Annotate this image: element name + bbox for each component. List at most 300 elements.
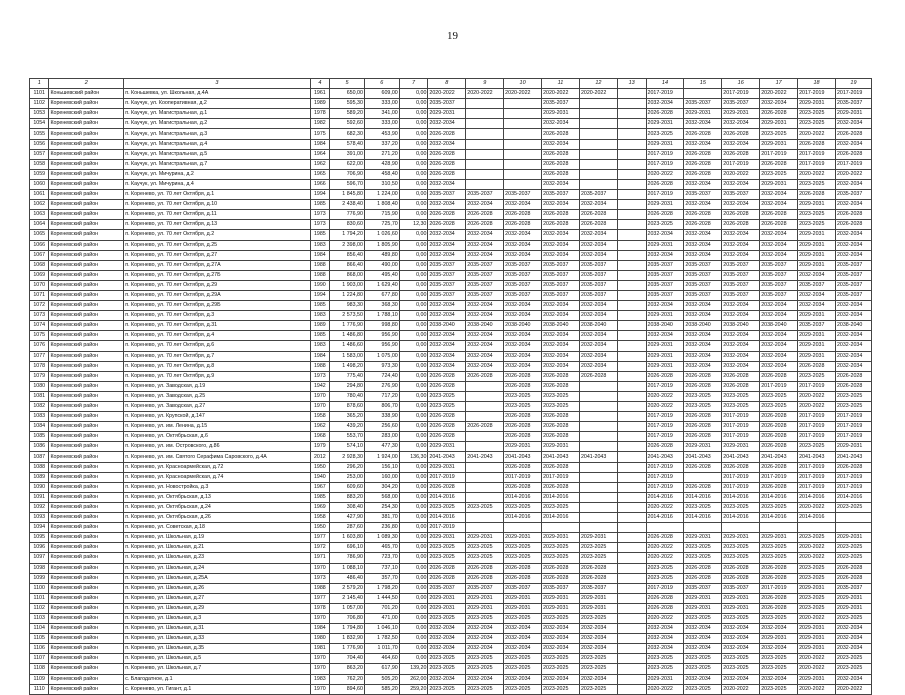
table-cell: 2017-2019 <box>835 472 871 482</box>
table-cell: Кореневский район <box>49 179 124 189</box>
table-cell: 2032-2034 <box>428 301 466 311</box>
table-cell: 2035-2037 <box>466 280 504 290</box>
table-cell: 2032-2034 <box>684 341 722 351</box>
table-cell: 2029-2031 <box>504 593 542 603</box>
table-cell: Кореневский район <box>49 624 124 634</box>
table-cell: 0,00 <box>399 553 428 563</box>
table-row <box>30 230 872 240</box>
table-cell <box>579 159 617 169</box>
table-row <box>30 472 872 482</box>
table-cell: 0,00 <box>399 200 428 210</box>
table-cell: с. Коренево, ул. Гигант, д.1 <box>124 684 310 694</box>
table-cell: 357,70 <box>364 573 399 583</box>
table-cell: 1103 <box>30 613 49 623</box>
table-cell: 1958 <box>310 513 329 523</box>
table-cell: 2032-2034 <box>835 139 871 149</box>
table-cell: 0,00 <box>399 563 428 573</box>
table-cell: 341,00 <box>364 109 399 119</box>
table-cell: 1101 <box>30 89 49 99</box>
table-cell: 1 224,80 <box>330 290 365 300</box>
table-cell: 2029-2031 <box>466 603 504 613</box>
table-cell: Кореневский район <box>49 482 124 492</box>
table-cell: 2032-2034 <box>835 250 871 260</box>
table-cell: 2026-2028 <box>428 422 466 432</box>
table-cell: 2026-2028 <box>542 412 580 422</box>
table-cell: Кореневский район <box>49 301 124 311</box>
table-cell: 2023-2025 <box>760 169 798 179</box>
table-cell: 2014-2016 <box>722 492 760 502</box>
table-cell: Кореневский район <box>49 583 124 593</box>
table-cell: Кореневский район <box>49 603 124 613</box>
table-cell: 1 046,10 <box>364 624 399 634</box>
table-cell: 2026-2028 <box>428 432 466 442</box>
table-cell: 2035-2037 <box>542 270 580 280</box>
table-cell: 2026-2028 <box>504 573 542 583</box>
table-cell <box>579 412 617 422</box>
table-cell: 0,00 <box>399 492 428 502</box>
table-cell: 308,40 <box>330 502 365 512</box>
table-cell: 2032-2034 <box>646 644 684 654</box>
table-cell: 2029-2031 <box>466 533 504 543</box>
table-cell: 2014-2016 <box>428 513 466 523</box>
table-cell: 2029-2031 <box>798 260 836 270</box>
table-cell: 2032-2034 <box>466 311 504 321</box>
table-cell: 2032-2034 <box>466 250 504 260</box>
table-cell: 2017-2019 <box>835 482 871 492</box>
table-cell: 2035-2037 <box>646 290 684 300</box>
table-cell: 1 011,70 <box>364 644 399 654</box>
table-cell: 2026-2028 <box>466 563 504 573</box>
table-cell: 1973 <box>310 220 329 230</box>
table-cell <box>722 523 760 533</box>
table-cell: п. Каучук, ул. Магистральная, д.5 <box>124 149 310 159</box>
table-cell: 2017-2019 <box>646 583 684 593</box>
table-cell: 2023-2025 <box>722 654 760 664</box>
table-cell: 2032-2034 <box>504 341 542 351</box>
table-cell: 0,00 <box>399 412 428 422</box>
table-cell: 1985 <box>310 301 329 311</box>
table-cell: 381,70 <box>364 513 399 523</box>
table-cell: 2032-2034 <box>428 179 466 189</box>
table-cell <box>617 230 646 240</box>
table-cell: 1978 <box>310 109 329 119</box>
table-cell: 2023-2025 <box>504 391 542 401</box>
table-cell: 2029-2031 <box>760 179 798 189</box>
table-cell: 2026-2028 <box>684 412 722 422</box>
table-cell: 1966 <box>310 179 329 189</box>
table-cell: 2014-2016 <box>760 513 798 523</box>
table-cell: 0,00 <box>399 159 428 169</box>
table-cell <box>617 402 646 412</box>
table-cell: 1977 <box>310 533 329 543</box>
table-cell: 2017-2019 <box>722 472 760 482</box>
table-cell: 2035-2037 <box>760 280 798 290</box>
table-cell: 2035-2037 <box>646 270 684 280</box>
table-cell: 1110 <box>30 684 49 694</box>
table-cell: 2 438,40 <box>330 200 365 210</box>
table-cell: 856,40 <box>330 250 365 260</box>
table-cell: 1085 <box>30 432 49 442</box>
table-cell: 2029-2031 <box>798 583 836 593</box>
table-cell: 495,40 <box>364 270 399 280</box>
table-cell: 2020-2022 <box>722 169 760 179</box>
table-row <box>30 563 872 573</box>
table-cell: 830,60 <box>330 220 365 230</box>
table-cell: 2020-2022 <box>798 684 836 694</box>
table-cell: 2035-2037 <box>579 190 617 200</box>
table-cell: 2032-2034 <box>835 644 871 654</box>
table-cell: п. Коренево, ул. 70 лет Октября, д.3 <box>124 311 310 321</box>
table-cell: 1 782,50 <box>364 634 399 644</box>
table-cell: 2029-2031 <box>798 341 836 351</box>
table-cell: 2020-2022 <box>646 543 684 553</box>
table-cell: 2029-2031 <box>428 442 466 452</box>
table-cell: 12,30 <box>399 220 428 230</box>
table-cell <box>504 129 542 139</box>
table-cell: 1 486,60 <box>330 341 365 351</box>
table-cell <box>617 270 646 280</box>
table-cell: 2032-2034 <box>504 200 542 210</box>
table-cell: 2026-2028 <box>722 371 760 381</box>
table-cell: 2026-2028 <box>760 432 798 442</box>
table-row <box>30 89 872 99</box>
table-cell <box>617 391 646 401</box>
table-cell: 2029-2031 <box>798 624 836 634</box>
table-cell: 715,90 <box>364 210 399 220</box>
table-cell: 2032-2034 <box>542 200 580 210</box>
table-cell: 956,90 <box>364 341 399 351</box>
table-cell: 2020-2022 <box>646 402 684 412</box>
table-cell: 2029-2031 <box>466 593 504 603</box>
table-cell <box>504 179 542 189</box>
table-cell: 2038-2040 <box>835 321 871 331</box>
table-cell <box>617 462 646 472</box>
column-number: 8 <box>428 79 466 89</box>
table-cell: 0,00 <box>399 371 428 381</box>
table-cell: 650,00 <box>330 89 365 99</box>
table-cell: 2020-2022 <box>798 129 836 139</box>
table-cell: 2023-2025 <box>684 543 722 553</box>
table-cell <box>684 523 722 533</box>
table-cell: Кореневский район <box>49 99 124 109</box>
table-cell: 2023-2025 <box>684 613 722 623</box>
table-cell: 0,00 <box>399 230 428 240</box>
table-row <box>30 674 872 684</box>
table-cell: 2032-2034 <box>760 311 798 321</box>
table-cell: 2026-2028 <box>835 381 871 391</box>
table-cell: 365,20 <box>330 412 365 422</box>
table-cell: 0,00 <box>399 169 428 179</box>
table-cell: 2014-2016 <box>542 513 580 523</box>
table-cell: 1980 <box>310 634 329 644</box>
table-cell: 1084 <box>30 422 49 432</box>
table-cell: Кореневский район <box>49 492 124 502</box>
table-row <box>30 290 872 300</box>
table-cell: 0,00 <box>399 482 428 492</box>
table-cell: 2032-2034 <box>542 331 580 341</box>
table-cell: п. Коренево, ул. Школьная, д.26 <box>124 583 310 593</box>
table-row <box>30 159 872 169</box>
table-cell: 2035-2037 <box>760 270 798 280</box>
table-cell: 2032-2034 <box>684 634 722 644</box>
table-cell <box>617 644 646 654</box>
table-cell: 2032-2034 <box>579 200 617 210</box>
table-cell: 2017-2019 <box>798 412 836 422</box>
table-cell: 489,80 <box>364 250 399 260</box>
table-cell: 1 808,40 <box>364 200 399 210</box>
table-cell: 2017-2019 <box>798 159 836 169</box>
table-cell: Кореневский район <box>49 634 124 644</box>
table-cell: 0,00 <box>399 523 428 533</box>
table-cell: 2023-2025 <box>646 220 684 230</box>
table-cell: 1102 <box>30 99 49 109</box>
table-cell: 2032-2034 <box>835 624 871 634</box>
table-cell: 2035-2037 <box>428 270 466 280</box>
table-cell: 1106 <box>30 644 49 654</box>
table-cell: 2026-2028 <box>760 482 798 492</box>
table-cell: 1102 <box>30 603 49 613</box>
table-cell: 2017-2019 <box>722 422 760 432</box>
table-cell: 2023-2025 <box>798 109 836 119</box>
register-table <box>29 78 872 695</box>
table-cell: 1 224,00 <box>364 190 399 200</box>
table-cell: 2012 <box>310 452 329 462</box>
table-cell: 2032-2034 <box>579 361 617 371</box>
table-cell: 2029-2031 <box>646 240 684 250</box>
table-cell: 0,00 <box>399 311 428 321</box>
table-cell: 2026-2028 <box>760 442 798 452</box>
table-cell <box>617 523 646 533</box>
table-cell: 0,00 <box>399 624 428 634</box>
table-cell: 2017-2019 <box>646 422 684 432</box>
table-cell <box>617 432 646 442</box>
table-cell: 1090 <box>30 482 49 492</box>
table-cell <box>466 129 504 139</box>
table-cell: 2023-2025 <box>466 654 504 664</box>
table-cell: 2023-2025 <box>646 664 684 674</box>
table-cell: 2023-2025 <box>798 220 836 230</box>
table-cell: 0,00 <box>399 119 428 129</box>
table-cell: п. Коренево, ул. Школьная, д.35 <box>124 644 310 654</box>
table-cell: 2023-2025 <box>504 543 542 553</box>
table-cell: 2035-2037 <box>684 290 722 300</box>
table-cell: 2026-2028 <box>646 109 684 119</box>
table-cell: Кореневский район <box>49 593 124 603</box>
table-cell: 2032-2034 <box>428 200 466 210</box>
table-cell: 2020-2022 <box>835 169 871 179</box>
table-row <box>30 169 872 179</box>
table-cell: 2014-2016 <box>684 492 722 502</box>
table-cell: 1098 <box>30 563 49 573</box>
table-cell: 2029-2031 <box>798 240 836 250</box>
table-cell: Кореневский район <box>49 200 124 210</box>
table-cell: 1970 <box>310 684 329 694</box>
table-cell <box>579 99 617 109</box>
table-cell: 0,00 <box>399 583 428 593</box>
table-cell: 2035-2037 <box>428 99 466 109</box>
table-cell <box>684 89 722 99</box>
table-cell: 1078 <box>30 361 49 371</box>
table-cell <box>504 139 542 149</box>
table-cell: 2029-2031 <box>798 644 836 654</box>
table-cell: 2023-2025 <box>579 664 617 674</box>
table-cell: 2032-2034 <box>722 301 760 311</box>
table-cell: 2029-2031 <box>684 109 722 119</box>
table-cell: п. Коренево, ул. 70 лет Октября, д.25 <box>124 240 310 250</box>
table-cell: 2032-2034 <box>684 250 722 260</box>
table-cell: 1076 <box>30 341 49 351</box>
table-row <box>30 220 872 230</box>
table-cell: 2032-2034 <box>835 311 871 321</box>
table-cell: 2035-2037 <box>684 583 722 593</box>
table-cell: 1065 <box>30 230 49 240</box>
table-cell <box>579 139 617 149</box>
table-cell: 2029-2031 <box>760 119 798 129</box>
table-cell: 2029-2031 <box>504 603 542 613</box>
table-cell: 2023-2025 <box>579 684 617 694</box>
table-cell: Кореневский район <box>49 109 124 119</box>
table-cell: 1095 <box>30 533 49 543</box>
table-cell <box>466 109 504 119</box>
table-cell: 0,00 <box>399 573 428 583</box>
table-cell <box>617 492 646 502</box>
table-cell <box>617 502 646 512</box>
table-cell: 2017-2019 <box>646 472 684 482</box>
table-cell: 2032-2034 <box>646 250 684 260</box>
table-cell: 2017-2019 <box>504 472 542 482</box>
table-cell: 0,00 <box>399 341 428 351</box>
table-cell: 1109 <box>30 674 49 684</box>
table-cell: 1100 <box>30 583 49 593</box>
table-cell: 2035-2037 <box>835 270 871 280</box>
table-cell: п. Коренево, ул. Школьная, д.24 <box>124 563 310 573</box>
table-cell: 2035-2037 <box>428 190 466 200</box>
table-row <box>30 139 872 149</box>
table-cell: 2032-2034 <box>428 139 466 149</box>
table-cell <box>617 149 646 159</box>
table-cell: 2032-2034 <box>646 230 684 240</box>
table-cell: п. Каучук, ул. Магистральная, д.3 <box>124 129 310 139</box>
table-cell: 2032-2034 <box>542 301 580 311</box>
table-cell: 1079 <box>30 371 49 381</box>
table-row <box>30 119 872 129</box>
table-cell <box>617 472 646 482</box>
table-cell: 1069 <box>30 270 49 280</box>
table-cell: 2017-2019 <box>646 190 684 200</box>
table-cell: 0,00 <box>399 331 428 341</box>
table-cell: 2041-2043 <box>504 452 542 462</box>
table-cell: 2026-2028 <box>466 371 504 381</box>
table-cell: 1978 <box>310 603 329 613</box>
table-cell: 2026-2028 <box>722 462 760 472</box>
table-row <box>30 321 872 331</box>
table-cell: 2026-2028 <box>542 422 580 432</box>
table-cell: 2032-2034 <box>428 240 466 250</box>
table-cell: 2 928,30 <box>330 452 365 462</box>
table-cell: 2029-2031 <box>428 462 466 472</box>
table-cell: п. Коренево, ул. им. Святого Серафима Саровского, д.4А <box>124 452 310 462</box>
table-cell: 2038-2040 <box>542 321 580 331</box>
table-cell <box>617 109 646 119</box>
table-cell: 1985 <box>310 230 329 240</box>
table-cell: 2032-2034 <box>428 351 466 361</box>
table-cell: п. Коренево, ул. Школьная, д.19 <box>124 533 310 543</box>
table-cell: п. Коренево, ул. им. Островского, д.86 <box>124 442 310 452</box>
table-cell: 276,90 <box>364 381 399 391</box>
table-cell: 2023-2025 <box>428 502 466 512</box>
table-cell: 2041-2043 <box>428 452 466 462</box>
table-cell <box>684 472 722 482</box>
table-cell <box>617 371 646 381</box>
table-cell: 2032-2034 <box>760 230 798 240</box>
table-cell: п. Каучук, ул. Магистральная, д.7 <box>124 159 310 169</box>
table-cell: 2032-2034 <box>428 341 466 351</box>
table-cell: 2026-2028 <box>722 563 760 573</box>
table-cell: 2032-2034 <box>542 361 580 371</box>
table-cell: 2032-2034 <box>466 624 504 634</box>
table-cell: 1053 <box>30 109 49 119</box>
table-cell: 2026-2028 <box>684 381 722 391</box>
table-cell: 2029-2031 <box>760 634 798 644</box>
table-cell <box>617 593 646 603</box>
table-cell: 2032-2034 <box>684 351 722 361</box>
table-cell: 2029-2031 <box>684 603 722 613</box>
table-cell: 2032-2034 <box>646 99 684 109</box>
table-cell: 2023-2025 <box>722 613 760 623</box>
table-cell: 2026-2028 <box>646 593 684 603</box>
table-row <box>30 149 872 159</box>
table-cell: Кореневский район <box>49 230 124 240</box>
table-cell: 2017-2019 <box>760 472 798 482</box>
table-cell: 2035-2037 <box>684 190 722 200</box>
table-cell: 2023-2025 <box>504 613 542 623</box>
table-cell: 2026-2028 <box>428 210 466 220</box>
table-cell: 2032-2034 <box>835 361 871 371</box>
table-cell: Кореневский район <box>49 311 124 321</box>
table-cell: 1994 <box>310 290 329 300</box>
table-cell: 2032-2034 <box>760 99 798 109</box>
table-cell: 2026-2028 <box>760 371 798 381</box>
table-cell: 1 805,90 <box>364 240 399 250</box>
table-cell: Кореневский район <box>49 654 124 664</box>
table-cell: 0,00 <box>399 270 428 280</box>
table-cell: 2020-2022 <box>798 502 836 512</box>
table-cell: 2026-2028 <box>542 129 580 139</box>
table-cell <box>579 119 617 129</box>
table-cell: 1989 <box>310 321 329 331</box>
table-cell: 1087 <box>30 452 49 462</box>
table-cell: 2017-2019 <box>646 412 684 422</box>
table-cell <box>617 351 646 361</box>
table-cell: 2026-2028 <box>504 220 542 230</box>
table-cell <box>466 523 504 533</box>
table-cell: 2032-2034 <box>504 634 542 644</box>
table-cell: 1950 <box>310 462 329 472</box>
table-cell: 2032-2034 <box>466 361 504 371</box>
table-cell: 2032-2034 <box>466 644 504 654</box>
table-cell: 0,00 <box>399 613 428 623</box>
table-cell <box>835 513 871 523</box>
table-cell <box>617 210 646 220</box>
table-cell: 2029-2031 <box>542 442 580 452</box>
table-cell: 2032-2034 <box>504 644 542 654</box>
table-cell: 2032-2034 <box>798 270 836 280</box>
table-cell: 1064 <box>30 220 49 230</box>
table-cell: 2032-2034 <box>722 644 760 654</box>
table-row <box>30 452 872 462</box>
table-cell: 338,90 <box>364 412 399 422</box>
table-cell <box>617 624 646 634</box>
